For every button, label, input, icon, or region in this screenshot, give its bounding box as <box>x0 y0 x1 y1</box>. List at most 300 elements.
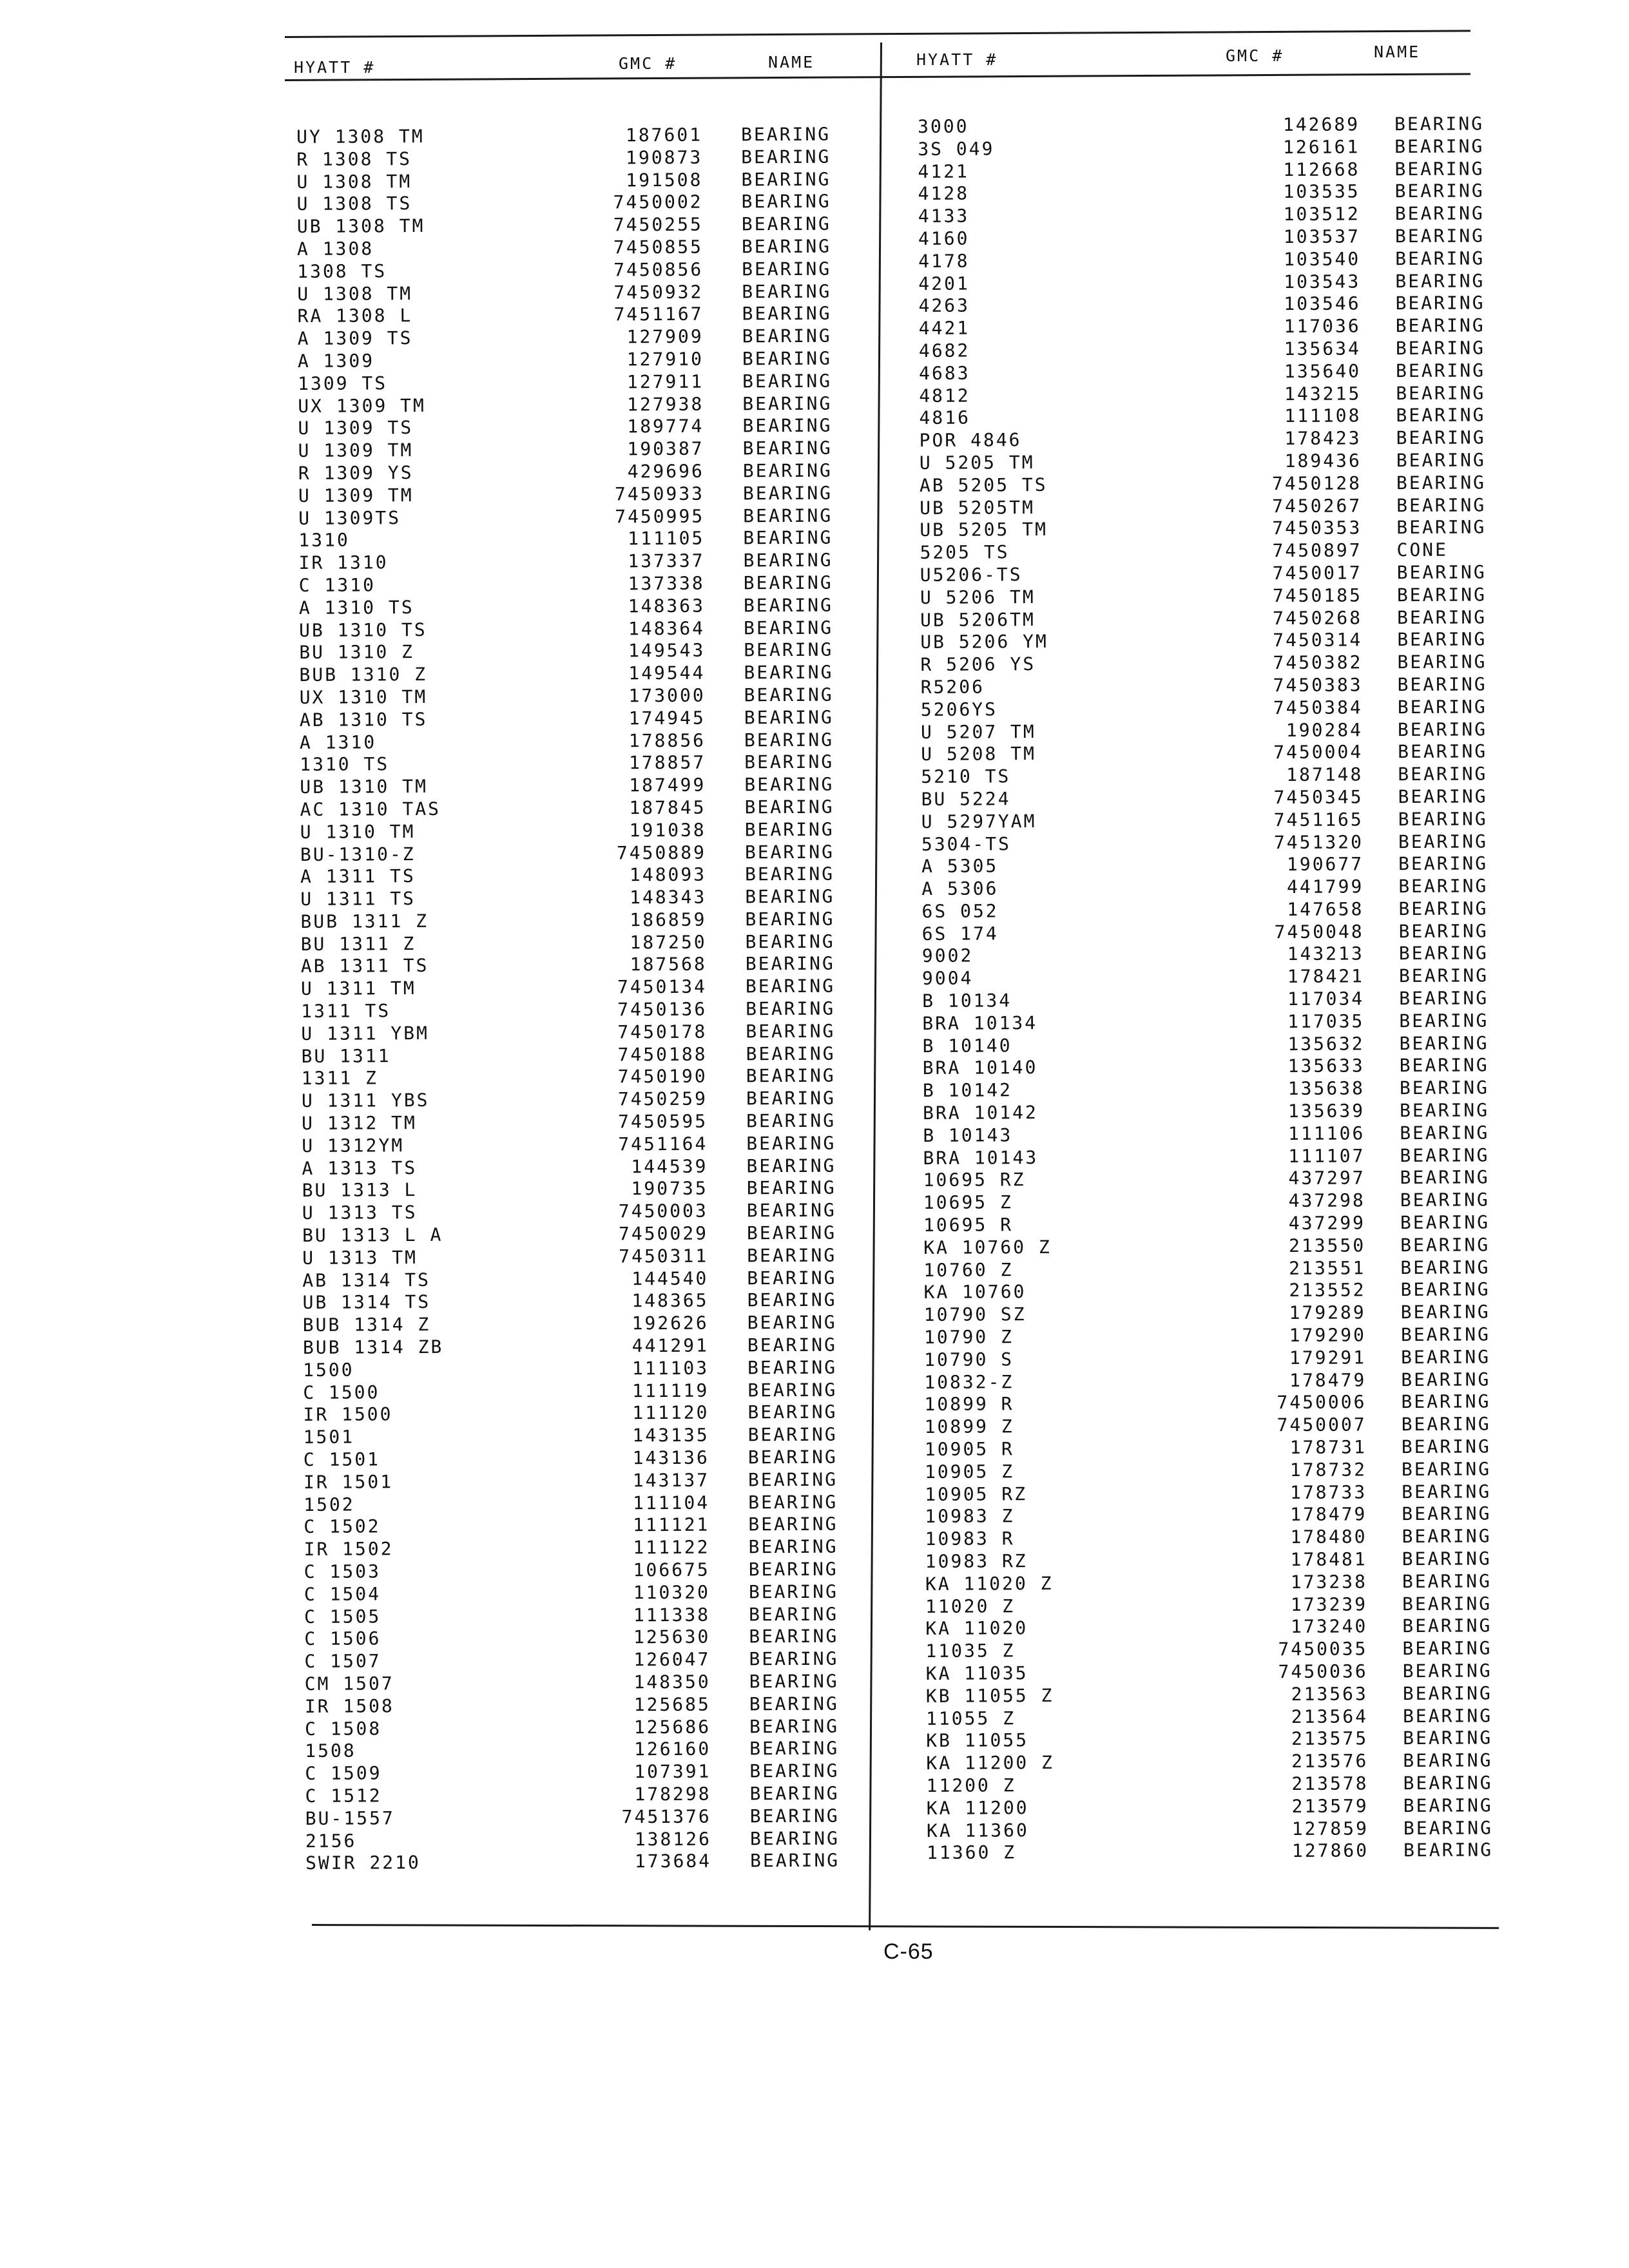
part-name: BEARING <box>1403 1794 1493 1816</box>
gmc-number: 106675 <box>633 1559 710 1581</box>
hyatt-number: KA 11200 <box>926 1796 1029 1819</box>
hyatt-number: 1501 <box>303 1426 355 1448</box>
hyatt-number: C 1501 <box>303 1448 381 1470</box>
hyatt-number: B 10143 <box>923 1124 1013 1146</box>
gmc-number: 187499 <box>629 774 706 796</box>
gmc-number: 148350 <box>633 1671 711 1693</box>
part-name: BEARING <box>746 1110 836 1132</box>
hyatt-number: IR 1500 <box>303 1403 393 1426</box>
part-name: BEARING <box>746 1222 837 1244</box>
hyatt-number: 1500 <box>303 1359 354 1381</box>
gmc-number: 143136 <box>632 1446 709 1469</box>
hyatt-number: 10905 RZ <box>925 1483 1028 1505</box>
gmc-number: 148093 <box>629 863 707 886</box>
hyatt-number: UX 1309 TM <box>298 394 426 417</box>
gmc-number: 143137 <box>632 1469 710 1492</box>
part-name: BEARING <box>1396 427 1486 449</box>
hyatt-number: UX 1310 TM <box>299 686 428 708</box>
part-name: BEARING <box>744 818 834 841</box>
gmc-number: 7450004 <box>1273 741 1364 764</box>
part-name: BEARING <box>749 1805 840 1827</box>
hyatt-number: 1308 TS <box>297 260 387 282</box>
hyatt-number: 11360 Z <box>927 1841 1017 1864</box>
part-name: BEARING <box>747 1267 837 1289</box>
gmc-number: 142689 <box>1282 113 1360 136</box>
header-underline <box>285 73 1470 81</box>
hyatt-number: UB 5205 TM <box>920 519 1048 541</box>
gmc-number: 127860 <box>1291 1840 1369 1862</box>
hyatt-number: U 1309 TS <box>298 417 414 439</box>
gmc-number: 7450933 <box>614 483 705 505</box>
gmc-number: 135639 <box>1287 1100 1365 1122</box>
gmc-number: 178857 <box>628 752 706 774</box>
part-name: BEARING <box>745 930 835 953</box>
part-name: BEARING <box>1402 1592 1492 1615</box>
gmc-number: 192626 <box>631 1312 709 1334</box>
hyatt-number: RA 1308 L <box>297 305 413 327</box>
hyatt-number: 1311 Z <box>301 1067 378 1090</box>
gmc-number: 127910 <box>626 348 704 370</box>
gmc-number: 111108 <box>1284 405 1362 427</box>
gmc-number: 437299 <box>1288 1212 1366 1235</box>
part-name: BEARING <box>743 594 834 617</box>
gmc-number: 7450855 <box>613 236 704 258</box>
hyatt-number: U 1309 TM <box>298 439 414 462</box>
part-name: BEARING <box>749 1648 839 1670</box>
hyatt-number: UB 1308 TM <box>296 215 425 238</box>
hyatt-number: 5206YS <box>920 698 998 720</box>
hyatt-number: CM 1507 <box>304 1673 394 1695</box>
hyatt-number: 6S 174 <box>921 923 999 945</box>
hyatt-number: BRA 10142 <box>923 1102 1038 1124</box>
part-name: BEARING <box>744 639 834 661</box>
gmc-number: 173000 <box>628 684 706 707</box>
part-name: BEARING <box>1394 113 1485 135</box>
part-name: BEARING <box>1397 718 1488 740</box>
hyatt-number: B 10142 <box>922 1079 1013 1102</box>
gmc-number: 137337 <box>628 550 705 572</box>
part-name: BEARING <box>747 1289 837 1311</box>
part-name: BEARING <box>747 1311 837 1334</box>
hyatt-number: U 1308 TM <box>297 282 413 305</box>
gmc-number: 189774 <box>627 416 704 437</box>
hyatt-number: U 1308 TM <box>296 170 412 193</box>
part-name: BEARING <box>744 796 834 818</box>
left-gmc-header: GMC # <box>619 54 677 73</box>
part-name: BEARING <box>743 526 833 549</box>
hyatt-number: KA 10760 Z <box>923 1236 1052 1258</box>
gmc-number: 173238 <box>1290 1571 1368 1593</box>
gmc-number: 144539 <box>631 1155 708 1177</box>
gmc-number: 111119 <box>632 1379 709 1401</box>
part-name: BEARING <box>745 975 836 997</box>
part-name: BEARING <box>1398 763 1488 785</box>
hyatt-number: 3S 049 <box>918 138 995 160</box>
gmc-number: 135640 <box>1284 360 1362 382</box>
gmc-number: 125685 <box>633 1693 711 1716</box>
hyatt-number: IR 1508 <box>304 1695 394 1717</box>
part-name: BEARING <box>742 459 833 482</box>
gmc-number: 149544 <box>628 662 706 684</box>
hyatt-number: A 1313 TS <box>302 1157 418 1179</box>
hyatt-number: BU 1310 Z <box>299 641 415 664</box>
hyatt-number: U 1308 TS <box>296 193 412 215</box>
hyatt-number: 4683 <box>919 362 970 384</box>
hyatt-number: 11035 Z <box>925 1640 1016 1662</box>
part-name: BEARING <box>1395 269 1485 292</box>
part-name: BEARING <box>746 1199 836 1222</box>
hyatt-number: 4121 <box>918 160 969 182</box>
hyatt-number: 5210 TS <box>921 765 1011 788</box>
gmc-number: 441291 <box>631 1334 709 1357</box>
hyatt-number: 2156 <box>305 1830 357 1852</box>
hyatt-number: 5304-TS <box>921 832 1012 855</box>
gmc-number: 7450384 <box>1273 697 1363 718</box>
part-name: BEARING <box>747 1423 838 1446</box>
hyatt-number: 10790 S <box>924 1349 1014 1370</box>
hyatt-number: POR 4846 <box>919 429 1022 452</box>
gmc-number: 117034 <box>1287 988 1365 1010</box>
hyatt-number: 10905 Z <box>924 1461 1015 1483</box>
gmc-number: 191038 <box>629 819 706 841</box>
gmc-number: 178731 <box>1289 1436 1367 1459</box>
part-name: BEARING <box>747 1379 838 1401</box>
part-name: BEARING <box>1396 404 1486 427</box>
part-name: BEARING <box>746 1087 836 1110</box>
gmc-number: 7451376 <box>621 1805 711 1828</box>
part-name: BEARING <box>745 885 835 908</box>
gmc-number: 7450134 <box>617 975 708 998</box>
gmc-number: 7450002 <box>613 191 703 213</box>
part-name: BEARING <box>1394 157 1485 180</box>
part-name: BEARING <box>1400 1256 1490 1278</box>
hyatt-number: 10760 Z <box>923 1258 1014 1281</box>
hyatt-number: KA 11360 <box>926 1819 1029 1841</box>
part-name: BEARING <box>1394 202 1485 225</box>
hyatt-number: A 5306 <box>921 878 999 900</box>
hyatt-number: 11055 Z <box>925 1707 1016 1729</box>
gmc-number: 7450932 <box>613 281 704 303</box>
part-name: BEARING <box>1401 1368 1491 1390</box>
hyatt-number: 10983 RZ <box>925 1550 1028 1572</box>
hyatt-number: BU 1311 Z <box>300 932 416 955</box>
part-name: BEARING <box>1401 1390 1491 1413</box>
gmc-number: 111105 <box>628 528 705 550</box>
hyatt-number: 4263 <box>918 294 970 317</box>
hyatt-number: BUB 1311 Z <box>300 910 429 932</box>
part-name: BEARING <box>1396 494 1487 516</box>
hyatt-number: U 5207 TM <box>920 720 1036 743</box>
part-name: BEARING <box>746 1177 836 1199</box>
hyatt-number: AB 1311 TS <box>300 955 429 977</box>
part-name: BEARING <box>742 482 833 505</box>
center-divider <box>869 43 882 1930</box>
hyatt-number: U 1313 TS <box>302 1202 418 1224</box>
part-name: BEARING <box>1403 1839 1494 1861</box>
part-name: BEARING <box>1396 606 1487 628</box>
gmc-number: 187845 <box>629 796 706 819</box>
hyatt-number: U 5205 TM <box>919 452 1035 474</box>
part-name: BEARING <box>1394 135 1485 157</box>
hyatt-number: 10790 SZ <box>923 1303 1027 1326</box>
part-name: BEARING <box>1396 381 1486 404</box>
gmc-number: 7451167 <box>613 303 704 325</box>
part-name: BEARING <box>1398 830 1489 852</box>
part-name: BEARING <box>744 773 834 796</box>
hyatt-number: AB 1310 TS <box>299 708 428 731</box>
hyatt-number: KA 11200 Z <box>926 1752 1055 1774</box>
hyatt-number: R5206 <box>920 676 985 698</box>
gmc-number: 190387 <box>627 437 704 460</box>
hyatt-number: BU 5224 <box>921 788 1011 810</box>
gmc-number: 178479 <box>1290 1503 1367 1526</box>
gmc-number: 213564 <box>1291 1705 1369 1727</box>
gmc-number: 127859 <box>1291 1817 1369 1840</box>
hyatt-number: 4178 <box>918 250 970 272</box>
gmc-number: 187148 <box>1286 764 1364 786</box>
gmc-number: 178479 <box>1289 1369 1367 1391</box>
hyatt-number: UB 5206 YM <box>920 631 1048 653</box>
part-name: BEARING <box>1401 1436 1491 1458</box>
hyatt-number: UB 5205TM <box>920 496 1035 519</box>
gmc-number: 125630 <box>633 1626 711 1648</box>
part-name: BEARING <box>1402 1682 1492 1704</box>
part-name: CONE <box>1396 539 1449 561</box>
part-name: BEARING <box>1400 1189 1490 1211</box>
part-name: BEARING <box>741 168 831 190</box>
part-name: BEARING <box>1402 1660 1492 1682</box>
part-name: BEARING <box>1397 673 1487 696</box>
gmc-number: 190284 <box>1286 718 1364 741</box>
hyatt-number: UY 1308 TM <box>296 125 425 148</box>
part-name: BEARING <box>1401 1458 1492 1480</box>
gmc-number: 147658 <box>1287 898 1364 920</box>
part-name: BEARING <box>750 1849 840 1872</box>
part-name: BEARING <box>746 997 836 1020</box>
gmc-number: 7450003 <box>618 1200 708 1222</box>
hyatt-number: 9004 <box>921 967 974 990</box>
part-name: BEARING <box>741 213 831 235</box>
gmc-number: 7451320 <box>1273 831 1364 853</box>
part-name: BEARING <box>741 146 831 168</box>
gmc-number: 213563 <box>1291 1683 1368 1705</box>
part-name: BEARING <box>744 729 834 751</box>
part-name: BEARING <box>1395 314 1485 337</box>
gmc-number: 126161 <box>1283 136 1360 158</box>
hyatt-number: A 1309 <box>297 350 375 372</box>
part-name: BEARING <box>1400 1099 1490 1122</box>
gmc-number: 429696 <box>627 460 704 483</box>
gmc-number: 103512 <box>1283 203 1360 226</box>
gmc-number: 213579 <box>1291 1795 1369 1817</box>
part-name: BEARING <box>749 1693 839 1715</box>
part-name: BEARING <box>742 415 833 437</box>
hyatt-number: U5206-TS <box>920 564 1023 586</box>
hyatt-number: 1310 <box>298 529 350 552</box>
gmc-number: 111120 <box>632 1402 709 1424</box>
gmc-number: 7450897 <box>1272 539 1362 562</box>
part-name: BEARING <box>745 953 835 975</box>
part-name: BEARING <box>748 1535 838 1558</box>
part-name: BEARING <box>1398 785 1488 808</box>
gmc-number: 148365 <box>631 1290 709 1312</box>
hyatt-number: U 1311 TS <box>300 888 416 910</box>
part-name: BEARING <box>746 1132 836 1155</box>
part-name: BEARING <box>1401 1346 1491 1368</box>
hyatt-number: KB 11055 Z <box>925 1684 1054 1707</box>
hyatt-number: U 1312YM <box>302 1135 405 1157</box>
hyatt-number: U 1311 YBM <box>301 1022 430 1044</box>
hyatt-number: BRA 10140 <box>922 1057 1038 1079</box>
hyatt-number: BU-1310-Z <box>300 843 416 865</box>
part-name: BEARING <box>1395 337 1485 360</box>
part-name: BEARING <box>747 1446 838 1468</box>
gmc-number: 7450128 <box>1271 472 1362 494</box>
left-parts-column <box>296 123 840 1875</box>
hyatt-number: IR 1310 <box>298 552 389 574</box>
hyatt-number: C 1507 <box>304 1650 381 1673</box>
gmc-number: 179291 <box>1289 1347 1367 1369</box>
gmc-number: 111106 <box>1288 1122 1365 1144</box>
hyatt-number: C 1500 <box>303 1381 380 1403</box>
part-name: BEARING <box>745 908 835 930</box>
hyatt-number: 4682 <box>918 340 970 361</box>
hyatt-number: 6S 052 <box>921 900 999 922</box>
hyatt-number: UB 1310 TM <box>300 776 429 798</box>
gmc-number: 7451164 <box>618 1133 708 1155</box>
part-name: BEARING <box>1402 1637 1492 1660</box>
hyatt-number: A 1311 TS <box>300 865 416 888</box>
part-name: BEARING <box>743 572 833 594</box>
hyatt-number: 10695 RZ <box>923 1169 1026 1191</box>
hyatt-number: 10983 R <box>925 1528 1015 1550</box>
gmc-number: 7450353 <box>1272 517 1362 539</box>
gmc-number: 7450007 <box>1277 1414 1367 1436</box>
gmc-number: 187601 <box>625 124 703 146</box>
hyatt-number: BU-1557 <box>305 1807 395 1829</box>
bottom-rule <box>312 1924 1499 1929</box>
gmc-number: 149543 <box>628 640 706 662</box>
hyatt-number: KA 11020 <box>925 1617 1028 1640</box>
part-name: BEARING <box>744 706 834 729</box>
gmc-number: 148343 <box>630 886 707 908</box>
gmc-number: 103546 <box>1284 293 1361 315</box>
hyatt-number: C 1506 <box>304 1628 381 1650</box>
part-name: BEARING <box>742 280 832 302</box>
hyatt-number: 10899 Z <box>924 1416 1014 1438</box>
part-name: BEARING <box>1399 987 1489 1010</box>
part-name: BEARING <box>742 258 832 280</box>
hyatt-number: A 5305 <box>921 855 999 878</box>
hyatt-number: C 1503 <box>304 1561 381 1582</box>
gmc-number: 179290 <box>1289 1324 1367 1347</box>
gmc-number: 178421 <box>1287 965 1365 988</box>
part-name: BEARING <box>744 841 835 863</box>
gmc-number: 178480 <box>1290 1526 1367 1548</box>
part-name: BEARING <box>1402 1503 1492 1525</box>
gmc-number: 190677 <box>1286 853 1364 876</box>
hyatt-number: B 10140 <box>922 1034 1012 1057</box>
hyatt-number: KB 11055 <box>926 1729 1029 1752</box>
hyatt-number: C 1512 <box>305 1785 382 1807</box>
gmc-number: 127909 <box>626 325 704 348</box>
part-name: BEARING <box>1396 561 1487 584</box>
gmc-number: 143213 <box>1287 943 1364 965</box>
gmc-number: 107391 <box>634 1760 711 1783</box>
gmc-number: 112668 <box>1283 159 1360 180</box>
part-name: BEARING <box>1397 696 1487 718</box>
part-name: BEARING <box>1403 1816 1494 1839</box>
hyatt-number: C 1509 <box>305 1762 382 1785</box>
hyatt-number: A 1310 TS <box>298 596 414 619</box>
gmc-number: 111103 <box>631 1357 709 1379</box>
part-name: BEARING <box>1395 360 1486 381</box>
hyatt-number: 4421 <box>918 317 970 340</box>
gmc-number: 144540 <box>631 1267 709 1289</box>
part-name: BEARING <box>1400 1211 1490 1234</box>
part-name: BEARING <box>1398 965 1489 987</box>
gmc-number: 178298 <box>634 1783 711 1805</box>
gmc-number: 111121 <box>633 1514 710 1536</box>
hyatt-number: U 1311 TM <box>300 977 416 1000</box>
hyatt-number: C 1310 <box>298 574 376 596</box>
hyatt-number: BU 1313 L <box>302 1179 418 1202</box>
hyatt-number: 1309 TS <box>298 372 388 394</box>
hyatt-number: 10983 Z <box>925 1505 1015 1528</box>
part-name: BEARING <box>742 325 832 347</box>
gmc-number: 117035 <box>1287 1010 1365 1032</box>
hyatt-number: 9002 <box>921 945 974 967</box>
gmc-number: 190735 <box>631 1178 708 1200</box>
part-name: BEARING <box>1396 449 1486 472</box>
part-name: BEARING <box>1403 1749 1493 1772</box>
hyatt-number: U 5208 TM <box>921 743 1036 765</box>
hyatt-number: AC 1310 TAS <box>300 798 441 820</box>
gmc-number: 178481 <box>1290 1548 1367 1571</box>
hyatt-number: 10790 Z <box>923 1326 1014 1349</box>
gmc-number: 7450595 <box>617 1110 708 1133</box>
hyatt-number: C 1504 <box>304 1583 381 1605</box>
gmc-number: 138126 <box>634 1828 712 1850</box>
gmc-number: 213551 <box>1289 1257 1366 1279</box>
gmc-number: 7450382 <box>1273 651 1363 674</box>
part-name: BEARING <box>743 617 834 639</box>
part-name: BEARING <box>749 1760 840 1782</box>
gmc-number: 7450259 <box>617 1088 708 1110</box>
part-name: BEARING <box>745 863 835 885</box>
part-name: BEARING <box>749 1782 840 1805</box>
gmc-number: 7450268 <box>1272 606 1363 629</box>
hyatt-number: 10695 Z <box>923 1191 1013 1214</box>
part-name: BEARING <box>749 1827 840 1849</box>
hyatt-number: 4133 <box>918 205 970 227</box>
gmc-number: 213552 <box>1289 1279 1366 1302</box>
part-name: BEARING <box>749 1626 839 1648</box>
hyatt-number: BRA 10134 <box>922 1012 1038 1034</box>
part-name: BEARING <box>749 1715 840 1737</box>
part-name: BEARING <box>1400 1122 1490 1144</box>
hyatt-number: 1310 TS <box>300 753 390 776</box>
part-name: BEARING <box>1398 920 1489 942</box>
part-name: BEARING <box>742 437 833 459</box>
hyatt-number: C 1502 <box>304 1515 381 1538</box>
part-name: BEARING <box>1401 1413 1491 1436</box>
part-name: BEARING <box>1402 1525 1492 1548</box>
gmc-number: 187250 <box>630 931 707 953</box>
hyatt-number: U 1312 TM <box>302 1112 417 1135</box>
gmc-number: 103543 <box>1284 270 1361 293</box>
hyatt-number: U 1309 TM <box>298 484 414 506</box>
